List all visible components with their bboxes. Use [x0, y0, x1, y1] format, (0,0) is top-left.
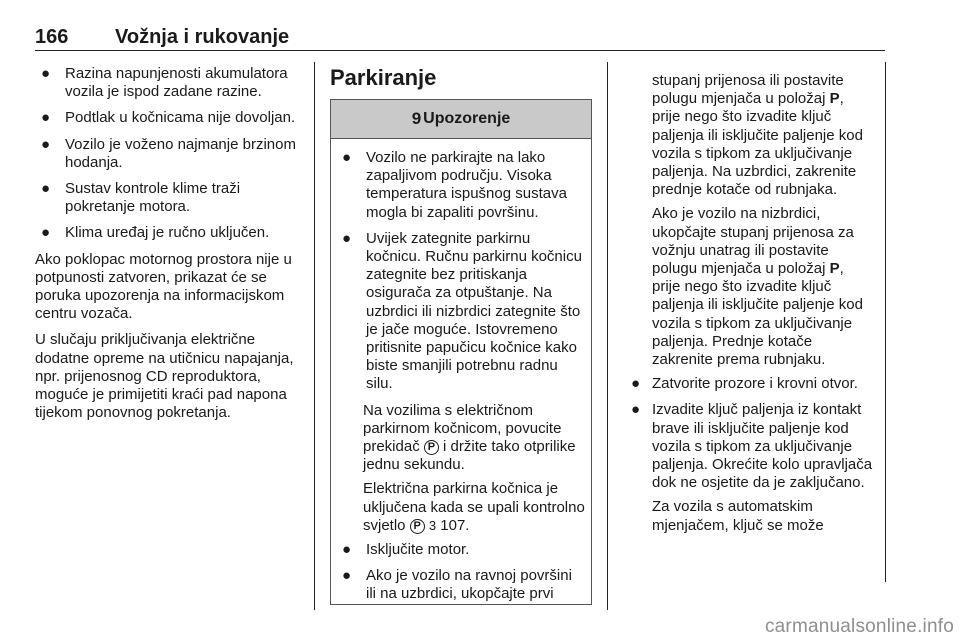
watermark: carmanualsonline.info — [764, 616, 954, 637]
warning-box — [330, 99, 592, 605]
paragraph: Na vozilima s električnom parkirnom kočnicom, povucite prekidač P i držite tako otprilike jednu sekundu. — [363, 401, 576, 474]
bullet-icon: ● — [41, 180, 51, 198]
bullet-icon: ● — [41, 224, 51, 242]
warning-header — [331, 100, 591, 139]
bullet-icon: ● — [342, 149, 352, 166]
list-item: ● Vozilo je voženo najmanje brzinom hodanja. — [41, 135, 296, 171]
warning-body — [331, 139, 591, 604]
warning-title: Upozorenje — [423, 109, 511, 127]
bullet-icon: ● — [631, 375, 641, 393]
bullet-icon: ● — [631, 401, 641, 419]
bullet-icon: ● — [41, 109, 51, 127]
list-item: ● Klima uređaj je ručno uključen. — [41, 224, 270, 242]
paragraph: Ako poklopac motornog prostora nije u potpunosti zatvoren, prikazat će se poruka upozorenja na informacijskom centru vozača. — [35, 250, 292, 323]
parking-brake-icon: P — [410, 519, 425, 534]
cross-reference-icon: 3 — [428, 517, 437, 533]
paragraph: U slučaju priključivanja električne dodatne opreme na utičnicu napajanja, npr. prijenosnog CD reproduktora, moguće je primijetiti kraći pad napona tijekom ponovnog pokretanja. — [35, 331, 294, 422]
parking-brake-icon: P — [424, 440, 439, 455]
column-divider — [885, 62, 886, 582]
warning-triangle-icon: 9 — [411, 108, 422, 128]
paragraph: Za vozila s automatskim mjenjačem, ključ se može — [652, 498, 824, 534]
page-header — [35, 20, 885, 51]
paragraph: stupanj prijenosa ili postavite polugu mjenjača u položaj P, prije nego što izvadite ključ paljenja ili isključite paljenje kod vozila s tipkom za uključivanje paljenja. Na uzbrdici, zakrenite prednje kotače od rubnjaka. — [652, 72, 863, 199]
list-item: ● Isključite motor. — [342, 541, 470, 559]
list-item: ● Vozilo ne parkirajte na lako zapaljivom području. Visoka temperatura ispušnog sustava mogla bi zapaliti površinu. — [342, 149, 567, 221]
bullet-icon: ● — [342, 541, 352, 559]
page-number: 166 — [35, 26, 69, 48]
bullet-icon: ● — [41, 65, 51, 82]
list-item: ● Zatvorite prozore i krovni otvor. — [631, 375, 858, 393]
condition-list — [35, 65, 300, 243]
list-item: ● Razina napunjenosti akumulatora vozila je ispod zadane razine. — [41, 65, 288, 101]
column-1 — [35, 65, 300, 430]
column-divider — [314, 62, 315, 610]
list-item: ● Sustav kontrole klime traži pokretanje motora. — [41, 180, 241, 216]
gear-position: P — [829, 260, 840, 278]
bullet-icon: ● — [342, 229, 352, 247]
list-item: ● Uvijek zategnite parkirnu kočnicu. Ručnu parkirnu kočnicu zategnite bez pritiskanja osigurača za otpuštanje. Na uzbrdici ili nizbrdici zategnite što je jače moguće. Istovremeno pritisnite papučicu kočnice kako biste smanjili potrebnu radnu silu. — [342, 229, 582, 393]
paragraph: Ako je vozilo na nizbrdici, ukopčajte stupanj prijenosa za vožnju unatrag ili postavite polugu mjenjača u položaj P, prije nego što izvadite ključ paljenja ili isključite paljenje kod vozila s tipkom za uključivanje paljenja. Prednje kotače zakrenite prema rubnjaku. — [652, 205, 863, 369]
column-divider — [607, 62, 608, 610]
column-3 — [625, 72, 875, 541]
list-item: ● Ako je vozilo na ravnoj površini ili na uzbrdici, ukopčajte prvi — [342, 567, 572, 603]
gear-position: P — [829, 90, 840, 108]
chapter-title: Vožnja i rukovanje — [115, 26, 290, 48]
column-2 — [330, 65, 592, 605]
bullet-icon: ● — [41, 135, 51, 153]
list-item: ● Izvadite ključ paljenja iz kontakt brave ili isključite paljenje kod vozila s tipkom za uključivanje paljenja. Okrećite kolo upravljača dok ne osjetite da je zaključano. — [631, 401, 873, 492]
list-item: ● Podtlak u kočnicama nije dovoljan. — [41, 109, 296, 127]
bullet-icon: ● — [342, 567, 352, 585]
page-reference: 107. — [440, 516, 470, 534]
paragraph: Električna parkirna kočnica je uključena kada se upali kontrolno svjetlo P 3 107. — [363, 480, 585, 534]
section-title: Parkiranje — [330, 65, 437, 90]
